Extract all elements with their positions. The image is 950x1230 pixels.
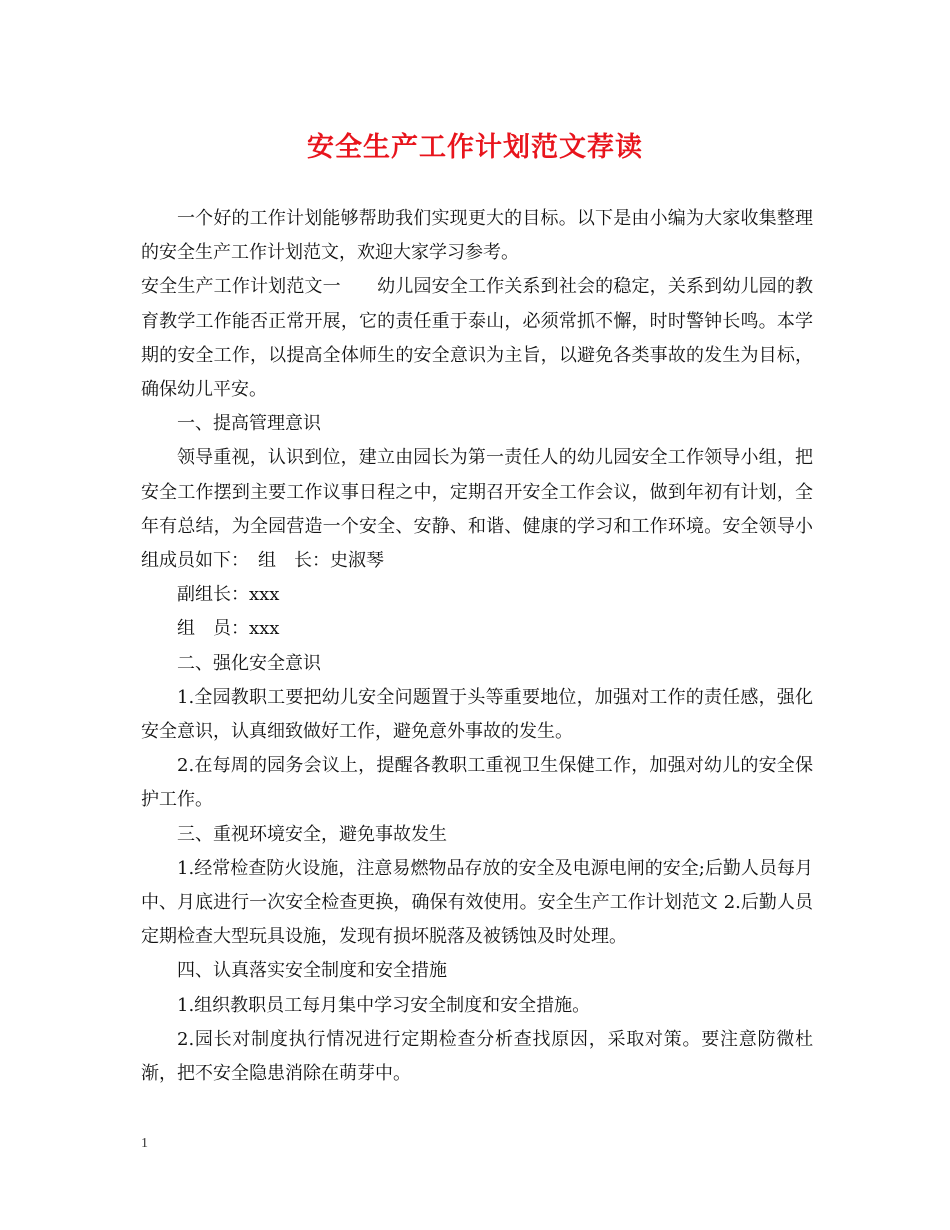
paragraph-measures-item-2: 2.园长对制度执行情况进行定期检查分析查找原因，采取对策。要注意防微杜渐，把不安全隐患消除在萌芽中。 — [141, 1028, 813, 1085]
document-body — [141, 202, 813, 1091]
paragraph-measures-item-1: 1.组织教职员工每月集中学习安全制度和安全措施。 — [177, 994, 591, 1016]
document-title: 安全生产工作计划范文荐读 — [307, 132, 643, 163]
paragraph-intro: 一个好的工作计划能够帮助我们实现更大的目标。以下是由小编为大家收集整理的安全生产工作计划范文，欢迎大家学习参考。 — [141, 208, 813, 264]
heading-implement-measures: 四、认真落实安全制度和安全措施 — [177, 960, 447, 982]
paragraph-section-one-intro: 安全生产工作计划范文一 幼儿园安全工作关系到社会的稳定，关系到幼儿园的教育教学工作能否正常开展，它的责任重于泰山，必须常抓不懈，时时警钟长鸣。本学期的安全工作，以提高全体师生的安全意识为主旨，以避免各类事故的发生为目标，确保幼儿平安。 — [141, 276, 813, 401]
paragraph-leadership: 领导重视，认识到位，建立由园长为第一责任人的幼儿园安全工作领导小组，把安全工作摆到主要工作议事日程之中，定期召开安全工作会议，做到年初有计划，全年有总结，为全园营造一个安全、安静、和谐、健康的学习和工作环境。安全领导小组成员如下： 组 长：史淑琴 — [141, 447, 813, 572]
paragraph-members: 组 员：xxx — [177, 618, 280, 640]
heading-management-awareness: 一、提高管理意识 — [177, 413, 321, 435]
paragraph-deputy-leader: 副组长：xxx — [177, 584, 280, 606]
paragraph-environment-item-1: 1.经常检查防火设施，注意易燃物品存放的安全及电源电闸的安全;后勤人员每月中、月底进行一次安全检查更换，确保有效使用。安全生产工作计划范文 2.后勤人员定期检查大型玩具设施，发现有损坏脱落及被锈蚀及时处理。 — [141, 857, 813, 948]
paragraph-safety-item-2: 2.在每周的园务会议上，提醒各教职工重视卫生保健工作，加强对幼儿的安全保护工作。 — [141, 755, 813, 811]
heading-safety-awareness: 二、强化安全意识 — [177, 652, 321, 674]
paragraph-safety-item-1: 1.全园教职工要把幼儿安全问题置于头等重要地位，加强对工作的责任感，强化安全意识，认真细致做好工作，避免意外事故的发生。 — [141, 686, 813, 743]
page-number: 1 — [141, 1136, 148, 1151]
heading-environment-safety: 三、重视环境安全，避免事故发生 — [177, 823, 447, 845]
